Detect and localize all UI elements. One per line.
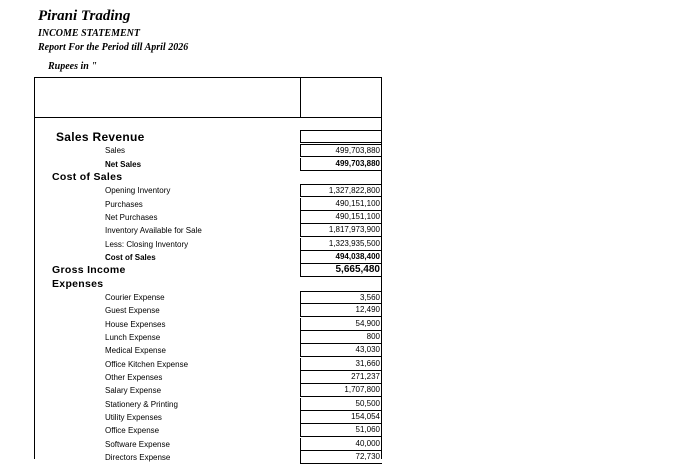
line-item-row	[0, 144, 680, 157]
row-amount: 72,730	[300, 451, 382, 464]
row-label: Cost of Sales	[52, 171, 123, 183]
line-item-row	[0, 198, 680, 211]
row-label: Salary Expense	[105, 386, 162, 395]
row-amount: 12,490	[300, 304, 382, 317]
line-item-row	[0, 411, 680, 424]
row-label: Stationery & Printing	[105, 400, 178, 409]
header-divider	[34, 117, 382, 118]
row-label: Other Expenses	[105, 373, 163, 382]
row-amount: 31,660	[300, 358, 382, 371]
line-item-row	[0, 384, 680, 397]
row-label: Less: Closing Inventory	[105, 240, 189, 249]
row-label: Cost of Sales	[105, 253, 156, 262]
header-column-divider	[300, 77, 301, 118]
section-row	[0, 171, 680, 184]
row-label: Gross Income	[52, 264, 126, 276]
row-label: Office Expense	[105, 426, 160, 435]
line-item-row	[0, 224, 680, 237]
row-label: Sales Revenue	[56, 130, 145, 144]
row-amount: 40,000	[300, 438, 382, 451]
row-amount: 5,665,480	[300, 264, 382, 277]
line-item-row	[0, 318, 680, 331]
row-label: Expenses	[52, 278, 104, 290]
line-item-row	[0, 358, 680, 371]
row-amount: 494,038,400	[300, 251, 382, 264]
line-item-row	[0, 211, 680, 224]
section-row	[0, 278, 680, 291]
row-amount: 490,151,100	[300, 198, 382, 211]
row-amount: 1,323,935,500	[300, 238, 382, 251]
line-item-row	[0, 451, 680, 464]
currency-note: Rupees in "	[48, 61, 97, 72]
line-item-row	[0, 304, 680, 317]
row-amount: 1,327,822,800	[300, 184, 382, 197]
line-item-row	[0, 424, 680, 437]
row-amount: 1,707,800	[300, 384, 382, 397]
row-label: House Expenses	[105, 320, 166, 329]
row-label: Utility Expenses	[105, 413, 162, 422]
statement-title: INCOME STATEMENT	[38, 28, 140, 39]
line-item-row	[0, 158, 680, 171]
row-amount: 54,900	[300, 318, 382, 331]
section-row	[0, 264, 680, 277]
row-amount: 1,817,973,900	[300, 224, 382, 237]
row-amount: 3,560	[300, 291, 382, 304]
row-label: Inventory Available for Sale	[105, 226, 202, 235]
row-label: Medical Expense	[105, 346, 166, 355]
company-name: Pirani Trading	[38, 8, 131, 24]
row-label: Lunch Expense	[105, 333, 161, 342]
line-item-row	[0, 371, 680, 384]
row-amount: 271,237	[300, 371, 382, 384]
row-label: Opening Inventory	[105, 186, 171, 195]
row-label: Sales	[105, 146, 126, 155]
line-item-row	[0, 184, 680, 197]
row-amount: 154,054	[300, 411, 382, 424]
row-label: Office Kitchen Expense	[105, 360, 189, 369]
section-row	[0, 131, 680, 144]
line-item-row	[0, 238, 680, 251]
line-item-row	[0, 251, 680, 264]
row-label: Net Sales	[105, 160, 142, 169]
row-amount: 800	[300, 331, 382, 344]
line-item-row	[0, 331, 680, 344]
row-label: Directors Expense	[105, 453, 171, 462]
row-label: Guest Expense	[105, 306, 160, 315]
row-label: Software Expense	[105, 440, 170, 449]
line-item-row	[0, 398, 680, 411]
row-amount: 50,500	[300, 398, 382, 411]
row-label: Net Purchases	[105, 213, 158, 222]
row-amount: 499,703,880	[300, 158, 382, 171]
line-item-row	[0, 291, 680, 304]
row-amount: 499,703,880	[300, 144, 382, 157]
row-amount: 43,030	[300, 344, 382, 357]
row-label: Purchases	[105, 200, 143, 209]
row-amount: 51,060	[300, 424, 382, 437]
line-item-row	[0, 344, 680, 357]
row-amount: 490,151,100	[300, 211, 382, 224]
line-item-row	[0, 438, 680, 451]
row-label: Courier Expense	[105, 293, 165, 302]
report-period: Report For the Period till April 2026	[38, 42, 189, 53]
